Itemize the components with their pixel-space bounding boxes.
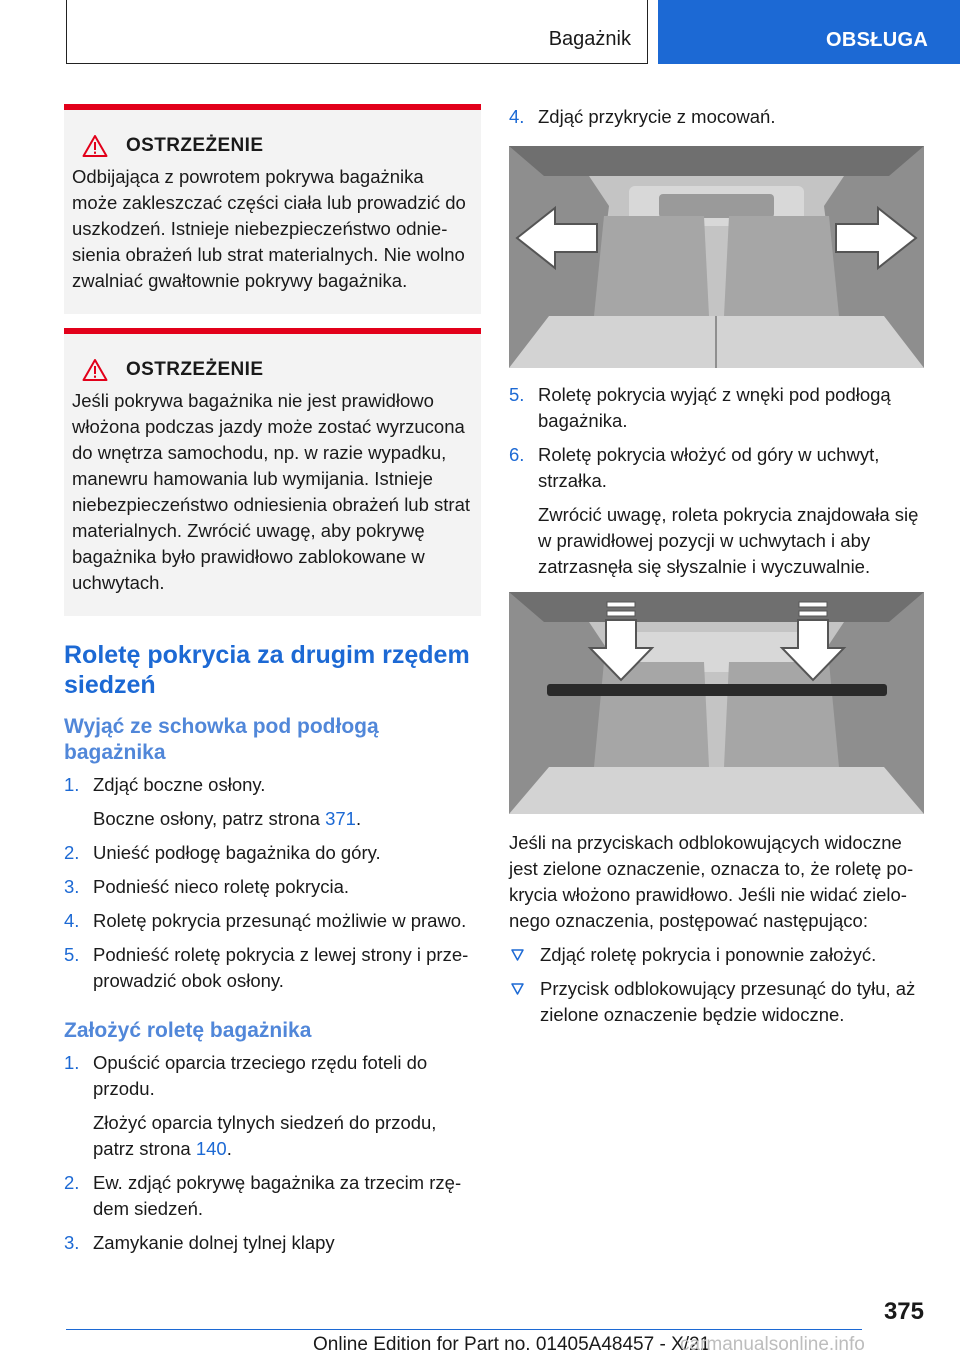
step-number: 3. [64, 876, 80, 897]
warning-box-2 [64, 328, 481, 616]
bullet-text: Przycisk odblokowujący przesunąć do tyłu, aż zielone oznaczenie będzie widoczne. [540, 978, 916, 1025]
step-text: Zdjąć przykrycie z mocowań. [538, 106, 776, 127]
step-number: 2. [64, 842, 80, 863]
chapter-tab: OBSŁUGA [658, 0, 960, 64]
trunk-photo-down-arrows [509, 592, 924, 814]
warning-box-1 [64, 104, 481, 314]
list-item [509, 104, 924, 130]
list-item [509, 382, 924, 434]
step-number: 4. [64, 910, 80, 931]
step-note [93, 1110, 481, 1162]
list-item [509, 976, 924, 1028]
list-item [64, 908, 481, 934]
step-text: Opuścić oparcia trzeciego rzędu foteli do przodu. [93, 1052, 428, 1099]
list-item [509, 442, 924, 580]
page-link-140[interactable]: 140 [195, 1138, 227, 1159]
list-item [64, 1050, 481, 1162]
page-link-371[interactable]: 371 [325, 808, 356, 829]
list-item [64, 874, 481, 900]
step-text: Unieść podłogę bagażnika do góry. [93, 842, 381, 863]
step-number: 5. [509, 384, 525, 405]
step-number: 2. [64, 1172, 80, 1193]
list-item [64, 942, 481, 994]
watermark: carmanualsonline.info [680, 1334, 865, 1355]
page-number: 375 [883, 1298, 924, 1325]
steps-list-remove [64, 772, 481, 994]
warning-title: OSTRZEŻENIE [126, 135, 264, 156]
trunk-photo-side-arrows [509, 146, 924, 368]
step-text: Zamykanie dolnej tylnej klapy [93, 1232, 335, 1253]
bullet-text: Zdjąć roletę pokrycia i ponownie założyć. [540, 944, 877, 965]
step-note: Zwrócić uwagę, roleta pokrycia znajdowała się w prawidłowej pozycji w uchwytach i aby zatrzasnęła się słyszalnie i wyczuwalnie. [538, 504, 919, 577]
list-item [64, 840, 481, 866]
step-number: 6. [509, 444, 525, 465]
list-item [509, 942, 924, 968]
step-note-end: . [355, 808, 362, 829]
step-note-text: Boczne osłony, patrz strona [93, 808, 326, 829]
warning-text: Jeśli pokrywa bagażnika nie jest prawidłowo włożona podczas jazdy może zostać wyrzucona do wnętrza samochodu, np. w razie wypadku, manewru hamowania lub wymijania. Istnieje niebezpieczeństwo odniesienia obrażeń lub strat materialnych. Zwrócić uwagę, aby pokrywę bagażnika było prawidłowo zablokowane w uchwytach. [72, 390, 471, 593]
bullet-list [509, 942, 924, 1028]
step-number: 4. [509, 106, 525, 127]
triangle-bullet-icon [511, 949, 524, 961]
warning-text: Odbijająca z powrotem pokrywa bagażnika może zakleszczać części ciała lub prowadzić do uszkodzeń. Istnieje niebezpieczeństwo odniesienia obrażeń lub strat materialnych. Nie wolno zwalniać gwałtownie pokrywy bagażnika. [72, 166, 466, 291]
warning-triangle-icon [82, 358, 108, 382]
warning-title: OSTRZEŻENIE [126, 359, 264, 380]
steps-list-install [64, 1050, 481, 1256]
step-text: Ew. zdjąć pokrywę bagażnika za trzecim rzędem siedzeń. [93, 1172, 462, 1219]
step-note [93, 806, 481, 832]
step-number: 1. [64, 1052, 80, 1073]
step-number: 1. [64, 774, 80, 795]
step-note-text: Złożyć oparcia tylnych siedzeń do przodu, patrz strona [93, 1112, 437, 1159]
subsection-heading-install: Założyć roletę bagażnika [64, 1019, 312, 1042]
steps-list-right-top [509, 104, 924, 130]
steps-list-right [509, 382, 924, 580]
step-text: Zdjąć boczne osłony. [93, 774, 266, 795]
warning-triangle-icon [82, 134, 108, 158]
subsection-heading-remove: Wyjąć ze schowka pod podłogą bagażnika [64, 715, 379, 764]
step-number: 3. [64, 1232, 80, 1253]
footer-edition: Online Edition for Part no. 01405A48457 - X/21 [313, 1334, 711, 1355]
left-column [64, 104, 481, 1264]
section-heading: Roletę pokrycia za drugim rzędem siedzeń [64, 641, 470, 699]
section-title: Bagażnik [548, 28, 631, 50]
footer-divider [66, 1329, 862, 1330]
step-text: Roletę pokrycia włożyć od góry w uchwyt, strzałka. [538, 444, 880, 491]
step-text: Podnieść nieco roletę pokrycia. [93, 876, 350, 897]
step-text: Roletę pokrycia przesunąć możliwie w prawo. [93, 910, 467, 931]
list-item [64, 1170, 481, 1222]
right-column [509, 104, 924, 1036]
step-text: Podnieść roletę pokrycia z lewej strony i przeprowadzić obok osłony. [93, 944, 469, 991]
triangle-bullet-icon [511, 983, 524, 995]
step-text: Roletę pokrycia wyjąć z wnęki pod podłogą bagażnika. [538, 384, 891, 431]
step-note-end: . [226, 1138, 232, 1159]
paragraph-info: Jeśli na przyciskach odblokowujących widoczne jest zielone oznaczenie, oznacza to, że roletę pokrycia włożono prawidłowo. Jeśli nie widać zielonego oznaczenia, postępować następująco: [509, 832, 914, 931]
step-number: 5. [64, 944, 80, 965]
list-item [64, 1230, 481, 1256]
header-box [66, 0, 648, 64]
list-item [64, 772, 481, 832]
